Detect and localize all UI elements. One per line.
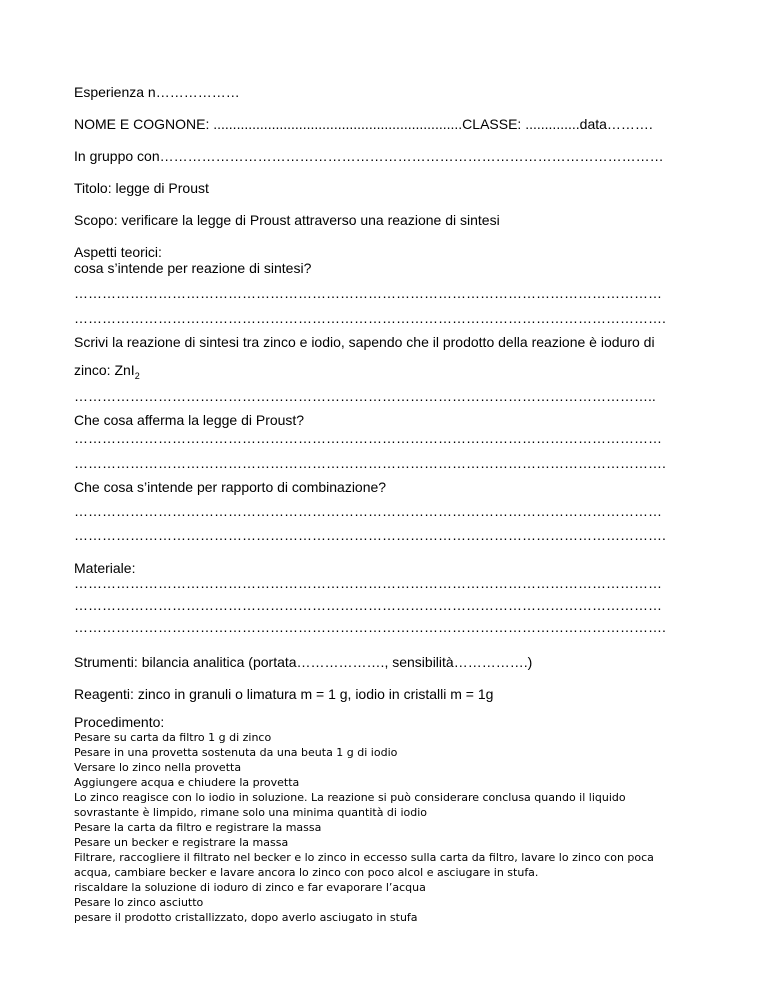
- scope-line: Scopo: verificare la legge di Proust attraverso una reazione di sintesi: [74, 212, 500, 228]
- theory-question-3: Che cosa afferma la legge di Proust?: [74, 412, 305, 428]
- procedure-step: Pesare in una provetta sostenuta da una beuta 1 g di iodio: [74, 746, 398, 759]
- procedure-step: acqua, cambiare becker e lavare ancora lo zinco con poco alcol e asciugare in stufa.: [74, 866, 539, 879]
- reagents-line: Reagenti: zinco in granuli o limatura m = 1 g, iodio in cristalli m = 1g: [74, 686, 494, 702]
- theory-question-2-formula: zinco: ZnI$_2$: [74, 362, 140, 381]
- answer-line: ……………………………………………………………………………………………………………….: [74, 619, 666, 635]
- answer-line: ………………………………………………………………………………………………………………: [74, 430, 662, 446]
- procedure-step: Filtrare, raccogliere il filtrato nel becker e lo zinco in eccesso sulla carta da filtro, lavare lo zinco con poca: [74, 851, 654, 864]
- procedure-heading: Procedimento:: [74, 714, 165, 730]
- experience-number: Esperienza n………………: [74, 84, 240, 100]
- answer-line: ……………………………………………………………………………………………………………….: [74, 527, 666, 543]
- answer-line: ……………………………………………………………………………………………………………..: [74, 388, 656, 404]
- procedure-step: riscaldare la soluzione di ioduro di zinco e far evaporare l’acqua: [74, 881, 426, 894]
- procedure-step: Lo zinco reagisce con lo iodio in soluzione. La reazione si può considerare conclusa quando il liquido: [74, 791, 626, 804]
- procedure-step: Pesare la carta da filtro e registrare la massa: [74, 821, 322, 834]
- instruments-line: Strumenti: bilancia analitica (portata………………., sensibilità…………….): [74, 654, 533, 670]
- theory-question-2: Scrivi la reazione di sintesi tra zinco e iodio, sapendo che il prodotto della reazione è ioduro di: [74, 334, 655, 350]
- procedure-step: Pesare lo zinco asciutto: [74, 896, 204, 909]
- group-line: In gruppo con………………………………………………………………………………………………: [74, 148, 664, 164]
- answer-line: ……………………………………………………………………………………………………………….: [74, 455, 666, 471]
- procedure-step: pesare il prodotto cristallizzato, dopo averlo asciugato in stufa: [74, 911, 418, 924]
- answer-line: ………………………………………………………………………………………………………………: [74, 503, 662, 519]
- answer-line: ………………………………………………………………………………………………………………: [74, 575, 662, 591]
- answer-line: ……………………………………………………………………………………………………………….: [74, 310, 666, 326]
- theory-heading: Aspetti teorici:: [74, 244, 162, 260]
- answer-line: ………………………………………………………………………………………………………………: [74, 597, 662, 613]
- theory-question-4: Che cosa s’intende per rapporto di combinazione?: [74, 479, 387, 495]
- procedure-step: Pesare un becker e registrare la massa: [74, 836, 289, 849]
- theory-question-1: cosa s’intende per reazione di sintesi?: [74, 260, 312, 276]
- procedure-step: Pesare su carta da filtro 1 g di zinco: [74, 731, 272, 744]
- name-class-date-line: NOME E COGNONE: ................................................................CLASSE: ..............data……….: [74, 116, 653, 132]
- procedure-step: Versare lo zinco nella provetta: [74, 761, 242, 774]
- procedure-step: Aggiungere acqua e chiudere la provetta: [74, 776, 300, 789]
- materials-heading: Materiale:: [74, 560, 136, 576]
- procedure-step: sovrastante è limpido, rimane solo una minima quantità di iodio: [74, 806, 428, 819]
- answer-line: ………………………………………………………………………………………………………………: [74, 285, 662, 301]
- title-line: Titolo: legge di Proust: [74, 180, 209, 196]
- procedure-section: [74, 714, 654, 925]
